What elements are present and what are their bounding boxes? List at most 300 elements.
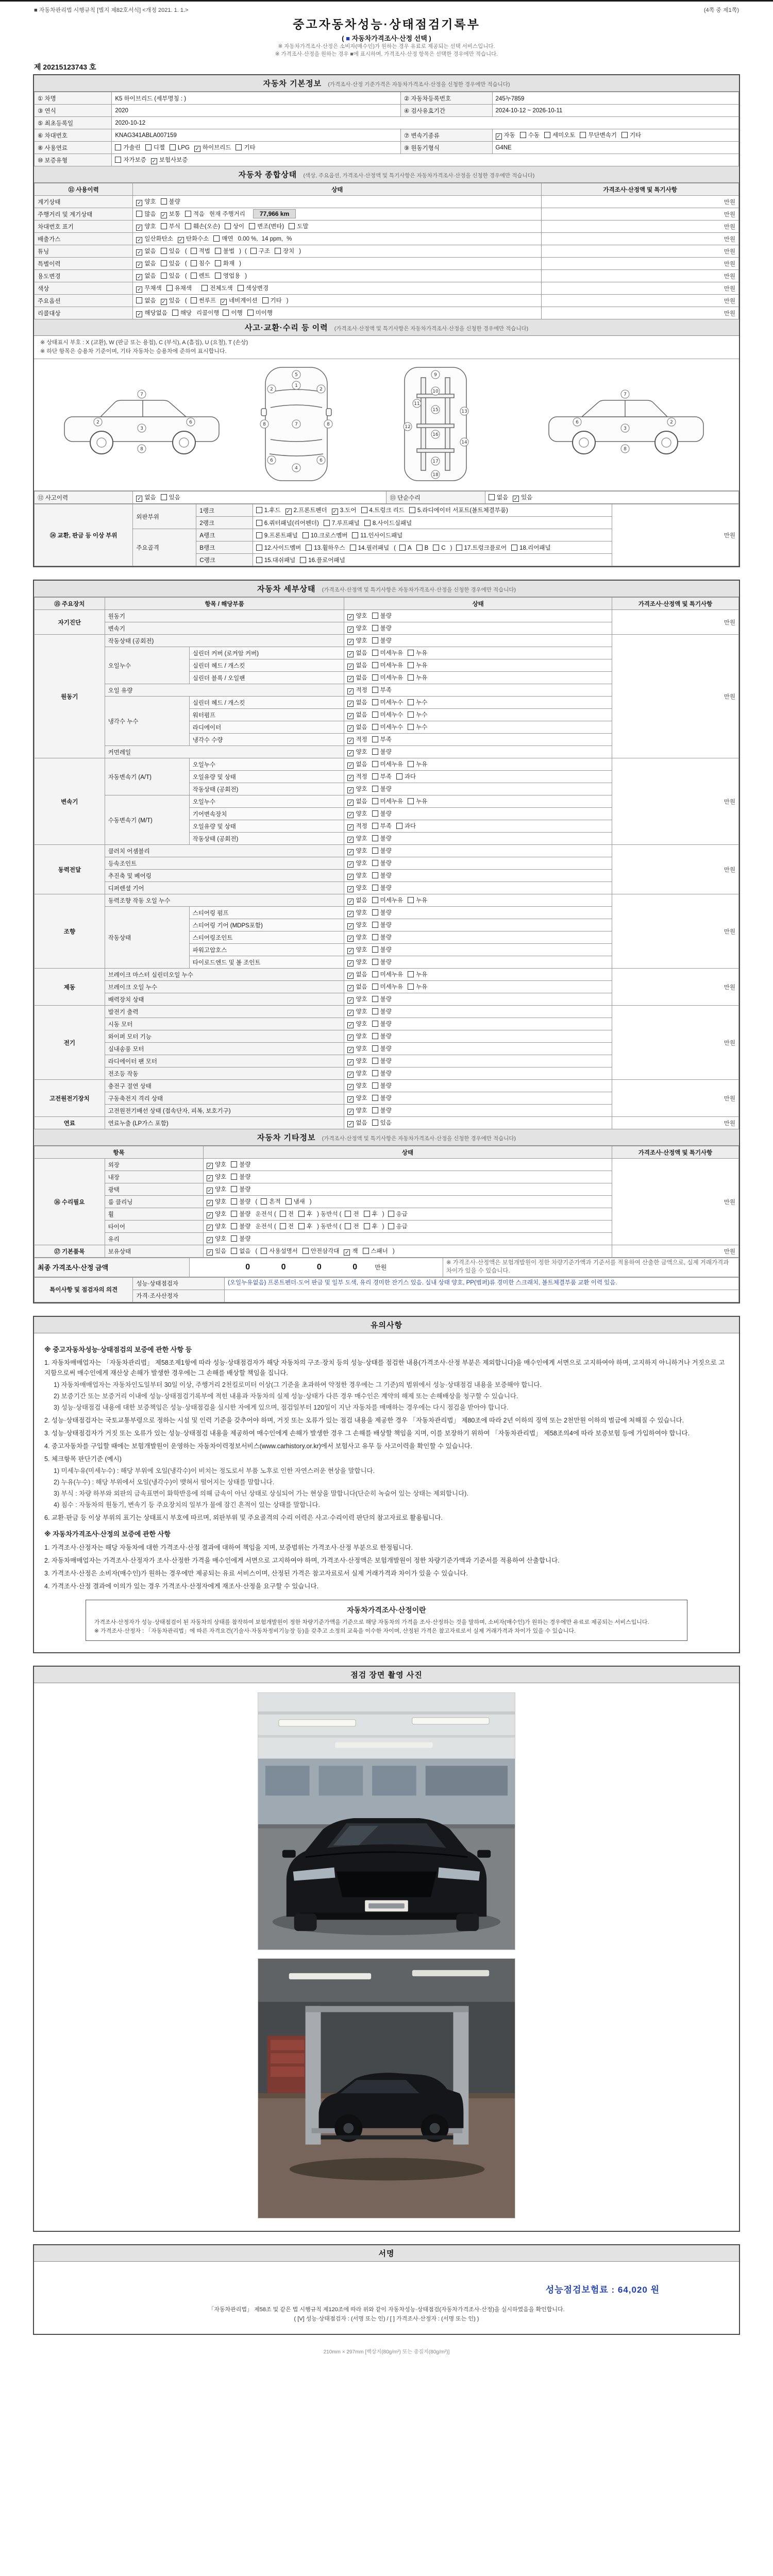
checkbox-12.사이드멤버[interactable] <box>256 544 301 552</box>
checkbox-미세누유[interactable] <box>372 797 403 805</box>
checkbox-box-icon <box>416 545 423 551</box>
checkbox-box-icon <box>280 1223 286 1229</box>
checkbox-없음[interactable] <box>347 723 367 732</box>
checkbox-많음[interactable] <box>136 210 156 218</box>
table-row <box>35 258 739 270</box>
cell <box>189 771 344 783</box>
checkbox-box-icon <box>372 662 378 668</box>
checkbox-전체도색[interactable] <box>201 284 232 292</box>
checkbox-B[interactable] <box>416 545 429 551</box>
checkbox-불량[interactable] <box>372 1057 392 1065</box>
checkbox-누유[interactable] <box>408 760 427 768</box>
checkbox-양호[interactable] <box>136 197 156 206</box>
checkbox-불량[interactable] <box>372 636 392 645</box>
checkbox-없음[interactable] <box>136 272 156 280</box>
checkbox-해당없음[interactable] <box>136 309 167 317</box>
cell <box>133 183 542 196</box>
checkbox-스패너[interactable] <box>363 1247 388 1255</box>
checkbox-label: 후 <box>372 1211 378 1218</box>
checkbox-label: 있음 <box>169 495 180 501</box>
checkbox-label: 양호 <box>356 935 367 941</box>
checkbox-색상변경[interactable] <box>238 284 268 292</box>
checkbox-box-icon <box>388 1223 394 1229</box>
cell-text: ⑭ 교환, 판금 등 이상 부위 <box>49 532 117 539</box>
checkbox-누유[interactable] <box>408 797 427 805</box>
checkbox-누유[interactable] <box>408 982 427 991</box>
checkbox-label: 없음 <box>356 897 367 904</box>
checkbox-box-icon <box>347 1035 354 1041</box>
checkbox-침수[interactable] <box>191 259 210 267</box>
checkbox-미세누유[interactable] <box>372 896 403 904</box>
checkbox-없음[interactable] <box>347 1118 367 1127</box>
checkbox-5.라디에이터 서포트(볼트체결부품)[interactable] <box>409 506 508 514</box>
checkbox-box-icon <box>372 810 378 817</box>
checkbox-누유[interactable] <box>408 649 427 657</box>
checkbox-응급[interactable] <box>388 1222 408 1230</box>
checkbox-누유[interactable] <box>408 673 427 682</box>
state-cell <box>344 870 612 882</box>
checkbox-불량[interactable] <box>372 1032 392 1040</box>
subtitle-open: ( <box>342 35 344 42</box>
checkbox-탄화수소[interactable] <box>178 234 209 243</box>
checkbox-box-icon <box>352 532 358 538</box>
cell <box>133 504 196 529</box>
checkbox-과다[interactable] <box>396 772 416 781</box>
checkbox-18.리어패널[interactable] <box>511 544 550 552</box>
checkbox-불량[interactable] <box>372 1020 392 1028</box>
checkbox-미이행[interactable] <box>247 309 273 317</box>
checkbox-label: 양호 <box>215 1162 227 1168</box>
checkbox-box-icon <box>191 248 197 254</box>
checkbox-label: 양호 <box>215 1187 227 1193</box>
checkbox-적법[interactable] <box>191 247 210 255</box>
checkbox-불량[interactable] <box>372 933 392 941</box>
checkbox-양호[interactable] <box>207 1160 226 1169</box>
checkbox-양호[interactable] <box>207 1234 226 1243</box>
checkbox-보통[interactable] <box>161 210 180 218</box>
checkbox-box-icon <box>256 557 262 563</box>
checkbox-디젤[interactable] <box>145 143 165 151</box>
checkbox-불량[interactable] <box>372 834 392 842</box>
checkbox-미세누유[interactable] <box>372 649 403 657</box>
checkbox-보험사보증[interactable] <box>151 156 188 164</box>
checkbox-무단변속기[interactable] <box>580 131 617 139</box>
checkbox-불량[interactable] <box>231 1173 250 1181</box>
checkbox-없음[interactable] <box>347 661 367 670</box>
cell-text: 기어변속장치 <box>192 811 227 818</box>
checkbox-label: 불량 <box>380 1071 392 1077</box>
checkbox-누수[interactable] <box>408 723 427 731</box>
checkbox-없음[interactable] <box>347 673 367 682</box>
checkbox-하이브리드[interactable] <box>194 143 231 152</box>
cell-text: 주행거리 및 계기상태 <box>38 211 93 218</box>
checkbox-양호[interactable] <box>347 1044 367 1053</box>
checkbox-있음[interactable] <box>161 296 180 305</box>
checkbox-8.사이드실패널[interactable] <box>364 519 412 527</box>
state-cell <box>344 1018 612 1030</box>
checkbox-없음[interactable] <box>347 760 367 769</box>
checkbox-유채색[interactable] <box>166 284 192 292</box>
checkbox-있음[interactable] <box>372 1118 392 1127</box>
checkbox-양호[interactable] <box>347 1069 367 1078</box>
cell <box>105 758 189 795</box>
checkbox-불량[interactable] <box>372 612 392 620</box>
checkbox-box-icon <box>250 248 257 254</box>
checkbox-미세누유[interactable] <box>372 673 403 682</box>
cell <box>189 647 344 659</box>
inspector-opinion-table <box>34 1277 739 1302</box>
checkbox-label: 양호 <box>356 1033 367 1040</box>
checkbox-label: 불량 <box>380 836 392 842</box>
checkbox-양호[interactable] <box>207 1210 226 1218</box>
checkbox-양호[interactable] <box>347 1106 367 1115</box>
checkbox-불량[interactable] <box>372 1044 392 1053</box>
checkbox-label: 양호 <box>356 959 367 966</box>
checkbox-없음[interactable] <box>136 259 156 268</box>
checkbox-불량[interactable] <box>231 1185 250 1193</box>
checkbox-없음[interactable] <box>231 1247 250 1255</box>
checkbox-양호[interactable] <box>347 1057 367 1065</box>
checkbox-box-icon <box>372 613 378 619</box>
checkbox-없음[interactable] <box>347 896 367 905</box>
checkbox-일산화탄소[interactable] <box>136 234 173 243</box>
cell <box>133 1290 225 1302</box>
cell <box>35 233 133 245</box>
checkbox-후[interactable] <box>298 1210 312 1218</box>
checkbox-매연[interactable] <box>213 234 233 243</box>
cell <box>189 944 344 956</box>
checkbox-자가보증[interactable] <box>115 156 146 164</box>
checkbox-미세누유[interactable] <box>372 760 403 768</box>
checkbox-양호[interactable] <box>347 624 367 633</box>
checkbox-적정[interactable] <box>347 822 367 831</box>
checkbox-후[interactable] <box>298 1222 312 1230</box>
checkbox-부족[interactable] <box>372 772 392 781</box>
checkbox-양호[interactable] <box>207 1197 226 1206</box>
checkbox-box-icon <box>136 297 142 303</box>
checkbox-미세누유[interactable] <box>372 970 403 978</box>
checkbox-가솔린[interactable] <box>115 143 140 151</box>
checkbox-적음[interactable] <box>185 210 205 218</box>
checkbox-14.필러패널[interactable] <box>350 544 389 552</box>
checkbox-불량[interactable] <box>372 921 392 929</box>
checkbox-없음[interactable] <box>136 247 156 256</box>
checkbox-기타[interactable] <box>262 296 282 304</box>
checkbox-9.프론트패널[interactable] <box>256 531 298 539</box>
checkbox-영업용[interactable] <box>215 272 240 280</box>
checkbox-미세누유[interactable] <box>372 982 403 991</box>
checkbox-훼손(오손)[interactable] <box>185 222 220 230</box>
checkbox-상이[interactable] <box>225 222 244 230</box>
cell-text: 상태 <box>331 187 343 193</box>
checkbox-불법[interactable] <box>215 247 234 255</box>
form-top-line <box>34 6 739 14</box>
checkbox-2.프론트펜더[interactable] <box>285 506 327 515</box>
checkbox-있음[interactable] <box>161 247 180 255</box>
checkbox-불량[interactable] <box>372 1106 392 1114</box>
checkbox-불량[interactable] <box>372 809 392 818</box>
checkbox-없음[interactable] <box>347 649 367 657</box>
checkbox-구조[interactable] <box>250 247 270 255</box>
checkbox-부족[interactable] <box>372 735 392 743</box>
checkbox-불량[interactable] <box>372 995 392 1003</box>
checkbox-A[interactable] <box>399 545 412 551</box>
checkbox-불량[interactable] <box>372 1007 392 1015</box>
checkbox-기타[interactable] <box>621 131 641 139</box>
checkbox-label: 전체도색 <box>210 285 233 292</box>
checkbox-양호[interactable] <box>347 958 367 967</box>
cell <box>35 208 133 221</box>
checkbox-불량[interactable] <box>161 197 180 206</box>
checkbox-없음[interactable] <box>347 698 367 707</box>
checkbox-후[interactable] <box>364 1210 378 1218</box>
checkbox-16.플로어패널[interactable] <box>300 556 345 564</box>
checkbox-양호[interactable] <box>347 785 367 793</box>
checkbox-누수[interactable] <box>408 710 427 719</box>
checkbox-미세누수[interactable] <box>372 723 403 731</box>
checkbox-양호[interactable] <box>347 908 367 917</box>
checkbox-label: 적음 <box>193 211 205 218</box>
checkbox-없음[interactable] <box>347 982 367 991</box>
checkbox-양호[interactable] <box>347 921 367 929</box>
checkbox-있음[interactable] <box>513 493 532 502</box>
checkbox-불량[interactable] <box>372 624 392 632</box>
checkbox-label: 없음 <box>144 273 156 280</box>
checkbox-label: 침수 <box>198 261 210 267</box>
checkbox-10.크로스멤버[interactable] <box>303 531 348 539</box>
checkbox-전[interactable] <box>280 1210 294 1218</box>
checkbox-전[interactable] <box>345 1222 359 1230</box>
cell-text: 만원 <box>724 928 735 935</box>
checkbox-불량[interactable] <box>372 748 392 756</box>
checkbox-부족[interactable] <box>372 822 392 830</box>
checkbox-불량[interactable] <box>372 884 392 892</box>
cell-text: 가격조사·산정액 및 특기사항 <box>638 601 713 607</box>
state-cell <box>344 795 612 808</box>
price-select-mark-icon[interactable]: ■ <box>346 35 350 42</box>
state-cell <box>133 307 542 319</box>
checkbox-box-icon <box>408 711 414 718</box>
cell-text: 외장 <box>108 1162 120 1168</box>
checkbox-없음[interactable] <box>136 493 156 502</box>
checkbox-불량[interactable] <box>372 1069 392 1077</box>
checkbox-불량[interactable] <box>372 1094 392 1102</box>
checkbox-있음[interactable] <box>161 259 180 267</box>
checkbox-label: 있음 <box>521 495 533 501</box>
cell <box>105 1208 203 1221</box>
checkbox-label: 잭 <box>352 1248 358 1255</box>
checkbox-4.트렁크 리드[interactable] <box>361 506 405 514</box>
checkbox-box-icon <box>303 532 309 538</box>
checkbox-양호[interactable] <box>347 1020 367 1028</box>
cell <box>189 672 344 684</box>
checkbox-이행[interactable] <box>223 309 242 317</box>
checkbox-전[interactable] <box>345 1210 359 1218</box>
cell-text: 작동상태 (공회전) <box>192 836 239 842</box>
checkbox-양호[interactable] <box>347 1081 367 1090</box>
checkbox-양호[interactable] <box>207 1173 226 1181</box>
cell <box>105 1018 344 1030</box>
checkbox-box-icon <box>408 761 414 767</box>
checkbox-미세누유[interactable] <box>372 661 403 669</box>
checkbox-box-icon <box>511 545 517 551</box>
inline-text: ) <box>245 273 247 280</box>
checkbox-세미오토[interactable] <box>544 131 575 139</box>
checkbox-불량[interactable] <box>231 1234 250 1243</box>
checkbox-1.후드[interactable] <box>256 506 281 514</box>
checkbox-불량[interactable] <box>372 846 392 855</box>
checkbox-label: 영업용 <box>223 273 241 280</box>
checkbox-적정[interactable] <box>347 686 367 694</box>
checkbox-적정[interactable] <box>347 735 367 744</box>
checkbox-불량[interactable] <box>372 958 392 966</box>
checkbox-있음[interactable] <box>207 1247 226 1256</box>
checkbox-label: 미세누유 <box>380 897 404 904</box>
checkbox-썬루프[interactable] <box>191 296 216 304</box>
cell-text: 오일유량 및 상태 <box>192 823 236 830</box>
cell-text: ① 차명 <box>38 95 56 102</box>
inspection-photo-lift <box>258 1958 515 2218</box>
checkbox-무채색[interactable] <box>136 284 161 293</box>
cell <box>35 504 133 566</box>
checkbox-양호[interactable] <box>347 884 367 892</box>
checkbox-양호[interactable] <box>347 809 367 818</box>
checkbox-과다[interactable] <box>396 822 416 830</box>
checkbox-누수[interactable] <box>408 698 427 706</box>
state-cell <box>204 1183 612 1196</box>
cell-text: ⑬ 단순수리 <box>390 495 421 501</box>
checkbox-응급[interactable] <box>388 1210 408 1218</box>
checkbox-네비게이션[interactable] <box>221 296 258 305</box>
checkbox-있음[interactable] <box>161 272 180 280</box>
cell-text: 와이퍼 모터 기능 <box>108 1033 152 1040</box>
checkbox-안전삼각대[interactable] <box>303 1247 340 1255</box>
cell <box>112 117 739 129</box>
checkbox-누유[interactable] <box>408 970 427 978</box>
checkbox-기타[interactable] <box>236 143 255 151</box>
checkbox-없음[interactable] <box>347 970 367 979</box>
checkbox-3.도어[interactable] <box>332 506 357 515</box>
checkbox-변조(변타)[interactable] <box>249 222 284 230</box>
checkbox-도말[interactable] <box>289 222 308 230</box>
checkbox-C[interactable] <box>433 545 445 551</box>
checkbox-양호[interactable] <box>207 1222 226 1231</box>
checkbox-있음[interactable] <box>161 493 180 501</box>
checkbox-누유[interactable] <box>408 661 427 669</box>
checkbox-17.트렁크플로어[interactable] <box>456 544 507 552</box>
checkbox-미세누수[interactable] <box>372 698 403 706</box>
cell-text: 색상 <box>38 285 49 292</box>
checkbox-양호[interactable] <box>347 1007 367 1016</box>
checkbox-불량[interactable] <box>231 1160 250 1168</box>
checkbox-box-icon <box>372 786 378 792</box>
checkbox-양호[interactable] <box>207 1185 226 1194</box>
checkbox-누유[interactable] <box>408 896 427 904</box>
checkbox-장치[interactable] <box>275 247 294 255</box>
inline-text: ( <box>244 248 247 255</box>
checkbox-box-icon <box>372 996 378 1002</box>
checkbox-양호[interactable] <box>347 748 367 756</box>
checkbox-수동[interactable] <box>520 131 540 139</box>
checkbox-양호[interactable] <box>347 945 367 954</box>
checkbox-화재[interactable] <box>215 259 234 267</box>
svg-text:15: 15 <box>432 408 439 413</box>
cell <box>105 981 344 993</box>
checkbox-양호[interactable] <box>347 846 367 855</box>
checkbox-label: 불량 <box>239 1162 251 1168</box>
checkbox-양호[interactable] <box>347 995 367 1004</box>
checkbox-불량[interactable] <box>372 859 392 867</box>
checkbox-양호[interactable] <box>347 871 367 880</box>
checkbox-양호[interactable] <box>347 933 367 942</box>
checkbox-불량[interactable] <box>372 1081 392 1090</box>
checkbox-해당[interactable] <box>172 309 192 317</box>
checkbox-불량[interactable] <box>372 871 392 879</box>
checkbox-없음[interactable] <box>347 797 367 806</box>
checkbox-양호[interactable] <box>347 834 367 843</box>
checkbox-후[interactable] <box>364 1222 378 1230</box>
checkbox-적정[interactable] <box>347 772 367 781</box>
checkbox-부식[interactable] <box>161 222 180 230</box>
checkbox-label: 불량 <box>380 873 392 879</box>
checkbox-불량[interactable] <box>372 945 392 954</box>
table-row <box>35 1159 739 1171</box>
checkbox-box-icon <box>207 1212 213 1218</box>
checkbox-box-icon <box>161 260 167 266</box>
cell <box>105 1196 203 1208</box>
checkbox-양호[interactable] <box>347 859 367 868</box>
checkbox-불량[interactable] <box>231 1222 250 1230</box>
state-cell <box>253 541 612 554</box>
table-row <box>35 610 739 622</box>
checkbox-없음[interactable] <box>347 710 367 719</box>
checkbox-사용설명서[interactable] <box>261 1247 298 1255</box>
checkbox-흔적[interactable] <box>261 1197 280 1206</box>
checkbox-6.쿼터패널(리어펜더)[interactable] <box>256 519 319 527</box>
checkbox-13.휠하우스[interactable] <box>306 544 345 552</box>
cell <box>204 1146 612 1159</box>
checkbox-불량[interactable] <box>231 1197 250 1206</box>
checkbox-양호[interactable] <box>347 612 367 620</box>
checkbox-양호[interactable] <box>347 1094 367 1103</box>
checkbox-양호[interactable] <box>136 222 156 231</box>
checkbox-양호[interactable] <box>347 1032 367 1041</box>
checkbox-11.인사이드패널[interactable] <box>352 531 402 539</box>
checkbox-불량[interactable] <box>372 785 392 793</box>
checkbox-7.루프패널[interactable] <box>324 519 360 527</box>
checkbox-자동[interactable] <box>496 131 515 140</box>
checkbox-LPG[interactable] <box>170 144 190 151</box>
checkbox-box-icon <box>207 1188 213 1194</box>
checkbox-없음[interactable] <box>136 296 156 304</box>
detail-band <box>34 581 739 597</box>
checkbox-부족[interactable] <box>372 686 392 694</box>
checkbox-미세누수[interactable] <box>372 710 403 719</box>
checkbox-불량[interactable] <box>372 908 392 917</box>
checkbox-없음[interactable] <box>489 493 508 501</box>
cell-text: 제동 <box>63 984 75 991</box>
checkbox-렌트[interactable] <box>191 272 210 280</box>
checkbox-label: 양호 <box>356 1095 367 1102</box>
cell <box>105 622 344 635</box>
checkbox-box-icon <box>372 848 378 854</box>
checkbox-전[interactable] <box>280 1222 294 1230</box>
checkbox-15.대쉬패널[interactable] <box>256 556 295 564</box>
checkbox-양호[interactable] <box>347 636 367 645</box>
checkbox-불량[interactable] <box>231 1210 250 1218</box>
checkbox-잭[interactable] <box>344 1247 358 1256</box>
checkbox-냄새[interactable] <box>285 1197 305 1206</box>
